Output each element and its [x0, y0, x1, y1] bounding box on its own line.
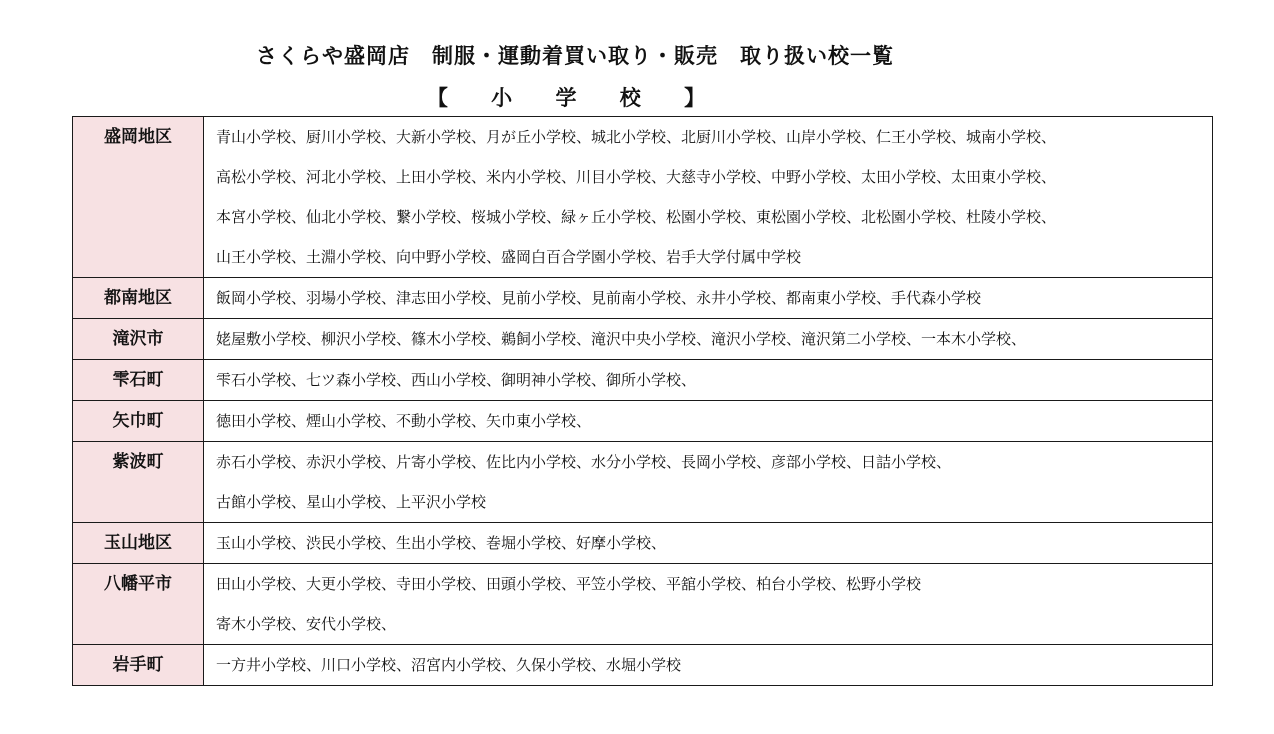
table-row: [73, 564, 1213, 645]
schools-line: 飯岡小学校、羽場小学校、津志田小学校、見前小学校、見前南小学校、永井小学校、都南東小学校、手代森小学校: [216, 289, 982, 307]
area-name-cell: 八幡平市: [73, 564, 204, 645]
schools-line: 赤石小学校、赤沢小学校、片寄小学校、佐比内小学校、水分小学校、長岡小学校、彦部小学校、日詰小学校、: [216, 453, 952, 471]
area-name-cell: 矢巾町: [73, 401, 204, 442]
schools-line: 高松小学校、河北小学校、上田小学校、米内小学校、川目小学校、大慈寺小学校、中野小学校、太田小学校、太田東小学校、: [216, 168, 1057, 186]
schools-table-body: [73, 117, 1213, 686]
table-row: [73, 442, 1213, 523]
schools-list-cell: [204, 564, 1213, 645]
area-name-cell: 雫石町: [73, 360, 204, 401]
schools-line: 田山小学校、大更小学校、寺田小学校、田頭小学校、平笠小学校、平舘小学校、柏台小学校、松野小学校: [216, 575, 922, 593]
schools-list-cell: [204, 319, 1213, 360]
schools-list-cell: [204, 645, 1213, 686]
schools-list-cell: [204, 360, 1213, 401]
schools-list-cell: [204, 442, 1213, 523]
area-name-cell: 玉山地区: [73, 523, 204, 564]
table-row: [73, 117, 1213, 278]
area-name-cell: 盛岡地区: [73, 117, 204, 278]
schools-list-cell: [204, 117, 1213, 278]
page-subtitle: 【 小 学 校 】: [426, 86, 724, 110]
schools-list-cell: [204, 523, 1213, 564]
schools-line: 雫石小学校、七ツ森小学校、西山小学校、御明神小学校、御所小学校、: [216, 371, 697, 389]
table-row: [73, 523, 1213, 564]
table-row: [73, 401, 1213, 442]
area-name-cell: 紫波町: [73, 442, 204, 523]
schools-list-cell: [204, 401, 1213, 442]
schools-line: 一方井小学校、川口小学校、沼宮内小学校、久保小学校、水堀小学校: [216, 656, 682, 674]
area-name-cell: 岩手町: [73, 645, 204, 686]
page-title: さくらや盛岡店 制服・運動着買い取り・販売 取り扱い校一覧: [256, 44, 894, 68]
table-row: [73, 278, 1213, 319]
area-name-cell: 都南地区: [73, 278, 204, 319]
table-row: [73, 319, 1213, 360]
schools-list-cell: [204, 278, 1213, 319]
schools-line: 山王小学校、土淵小学校、向中野小学校、盛岡白百合学園小学校、岩手大学付属中学校: [216, 248, 802, 266]
schools-line: 徳田小学校、煙山小学校、不動小学校、矢巾東小学校、: [216, 412, 592, 430]
table-row: [73, 360, 1213, 401]
table-row: [73, 645, 1213, 686]
schools-line: 青山小学校、厨川小学校、大新小学校、月が丘小学校、城北小学校、北厨川小学校、山岸小学校、仁王小学校、城南小学校、: [216, 128, 1057, 146]
schools-line: 本宮小学校、仙北小学校、繋小学校、桜城小学校、緑ヶ丘小学校、松園小学校、東松園小学校、北松園小学校、杜陵小学校、: [216, 208, 1057, 226]
schools-line: 姥屋敷小学校、柳沢小学校、篠木小学校、鵜飼小学校、滝沢中央小学校、滝沢小学校、滝沢第二小学校、一本木小学校、: [216, 330, 1027, 348]
area-name-cell: 滝沢市: [73, 319, 204, 360]
schools-line: 古館小学校、星山小学校、上平沢小学校: [216, 493, 487, 511]
schools-line: 寄木小学校、安代小学校、: [216, 615, 397, 633]
schools-line: 玉山小学校、渋民小学校、生出小学校、巻堀小学校、好摩小学校、: [216, 534, 667, 552]
schools-table: [72, 116, 1213, 686]
